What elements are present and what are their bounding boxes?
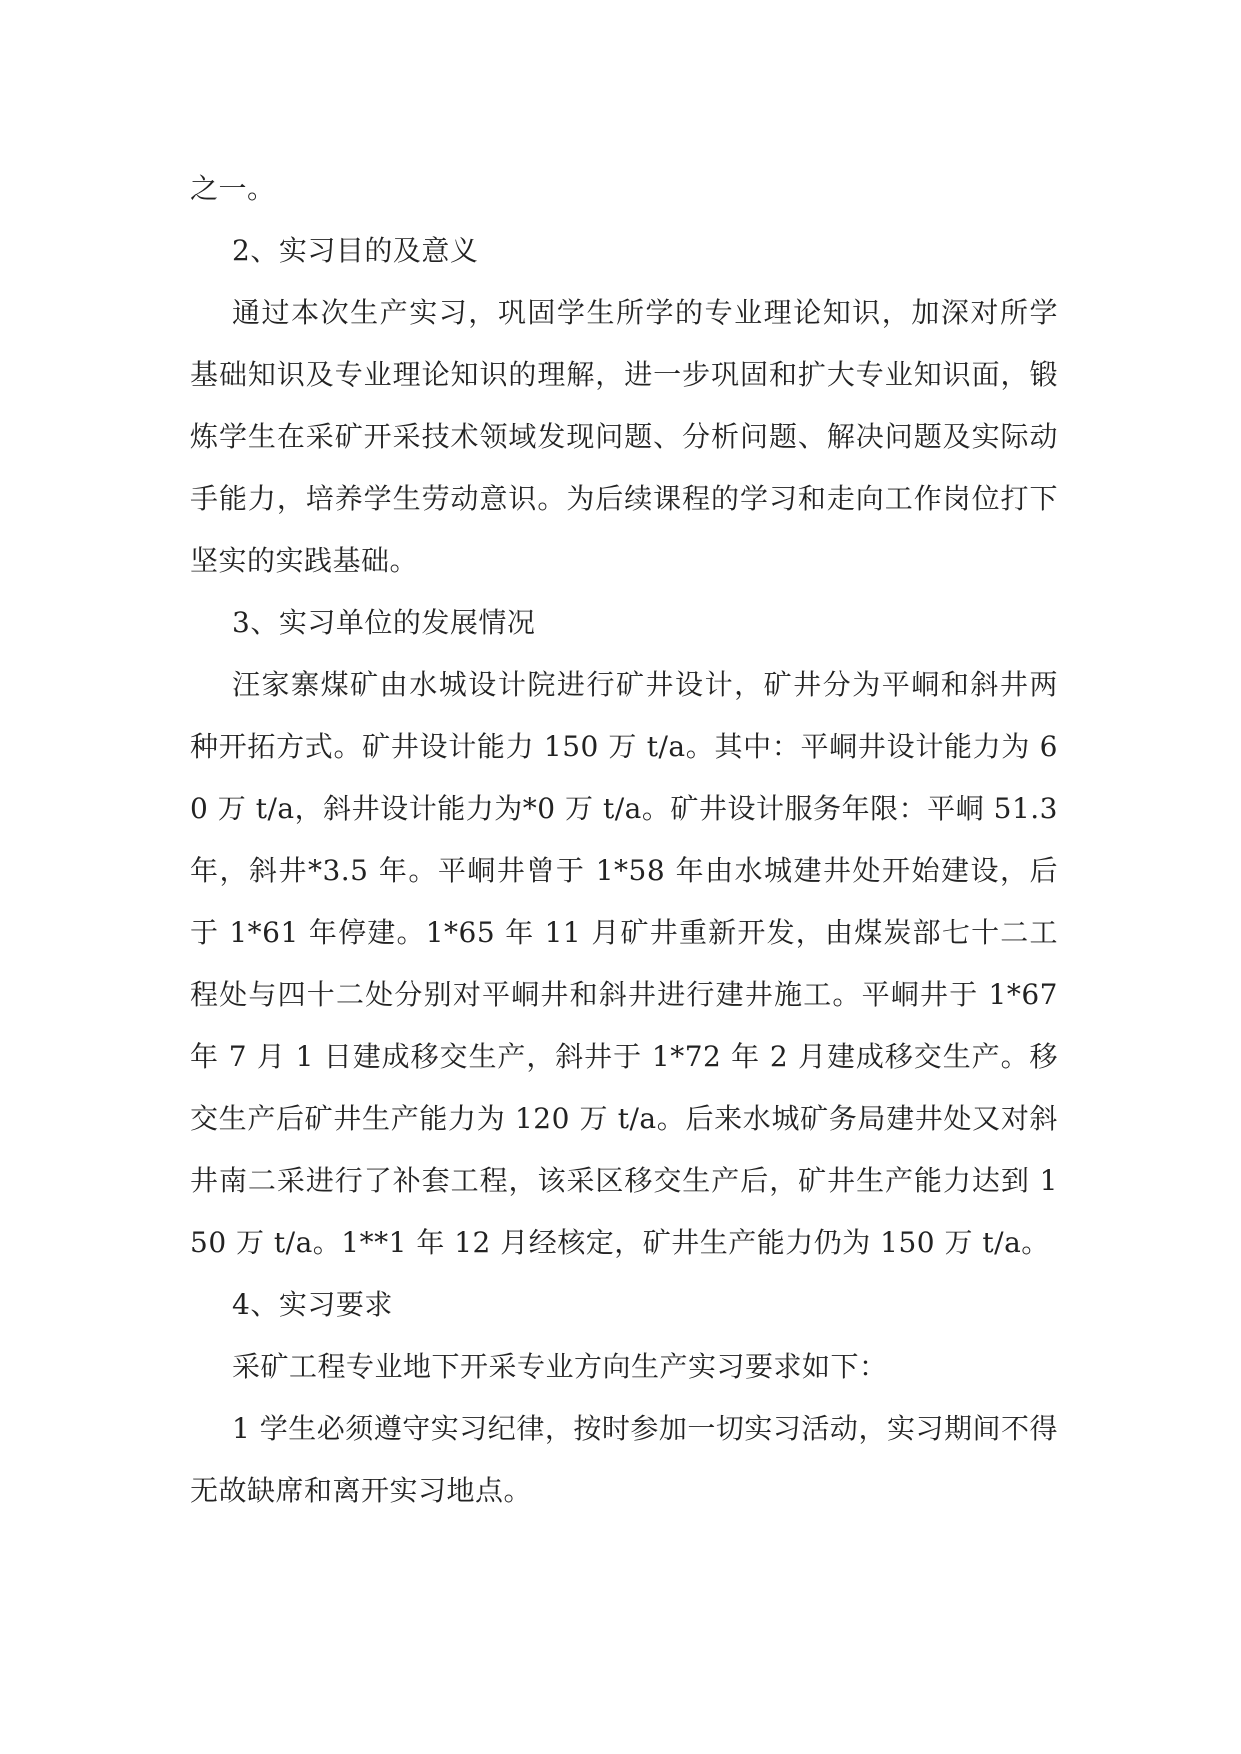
section-heading-purpose: 2、实习目的及意义	[232, 234, 479, 267]
document-body	[190, 158, 1058, 1522]
paragraph-continuation: 之一。	[190, 172, 276, 205]
paragraph-purpose: 通过本次生产实习，巩固学生所学的专业理论知识，加深对所学基础知识及专业理论知识的理解，进一步巩固和扩大专业知识面，锻炼学生在采矿开采技术领域发现问题、分析问题、解决问题及实际动手能力，培养学生劳动意识。为后续课程的学习和走向工作岗位打下坚实的实践基础。	[190, 296, 1058, 577]
paragraph-requirements-intro: 采矿工程专业地下开采专业方向生产实习要求如下：	[232, 1350, 888, 1383]
section-heading-requirements: 4、实习要求	[232, 1288, 393, 1321]
paragraph-development: 汪家寨煤矿由水城设计院进行矿井设计，矿井分为平峒和斜井两种开拓方式。矿井设计能力 150 万 t/a。其中：平峒井设计能力为 60 万 t/a，斜井设计能力为*0 万 t/a。矿井设计服务年限：平峒 51.3 年，斜井*3.5 年。平峒井曾于 1*58 年由水城建井处开始建设，后于 1*61 年停建。1*65 年 11 月矿井重新开发，由煤炭部七十二工程处与四十二处分别对平峒井和斜井进行建井施工。平峒井于 1*67 年 7 月 1 日建成移交生产，斜井于 1*72 年 2 月建成移交生产。移交生产后矿井生产能力为 120 万 t/a。后来水城矿务局建井处又对斜井南二采进行了补套工程，该采区移交生产后，矿井生产能力达到 150 万 t/a。1**1 年 12 月经核定，矿井生产能力仍为 150 万 t/a。	[190, 668, 1058, 1259]
section-heading-development: 3、实习单位的发展情况	[232, 606, 536, 639]
paragraph-requirement-1: 1 学生必须遵守实习纪律，按时参加一切实习活动，实习期间不得无故缺席和离开实习地点。	[190, 1412, 1058, 1507]
